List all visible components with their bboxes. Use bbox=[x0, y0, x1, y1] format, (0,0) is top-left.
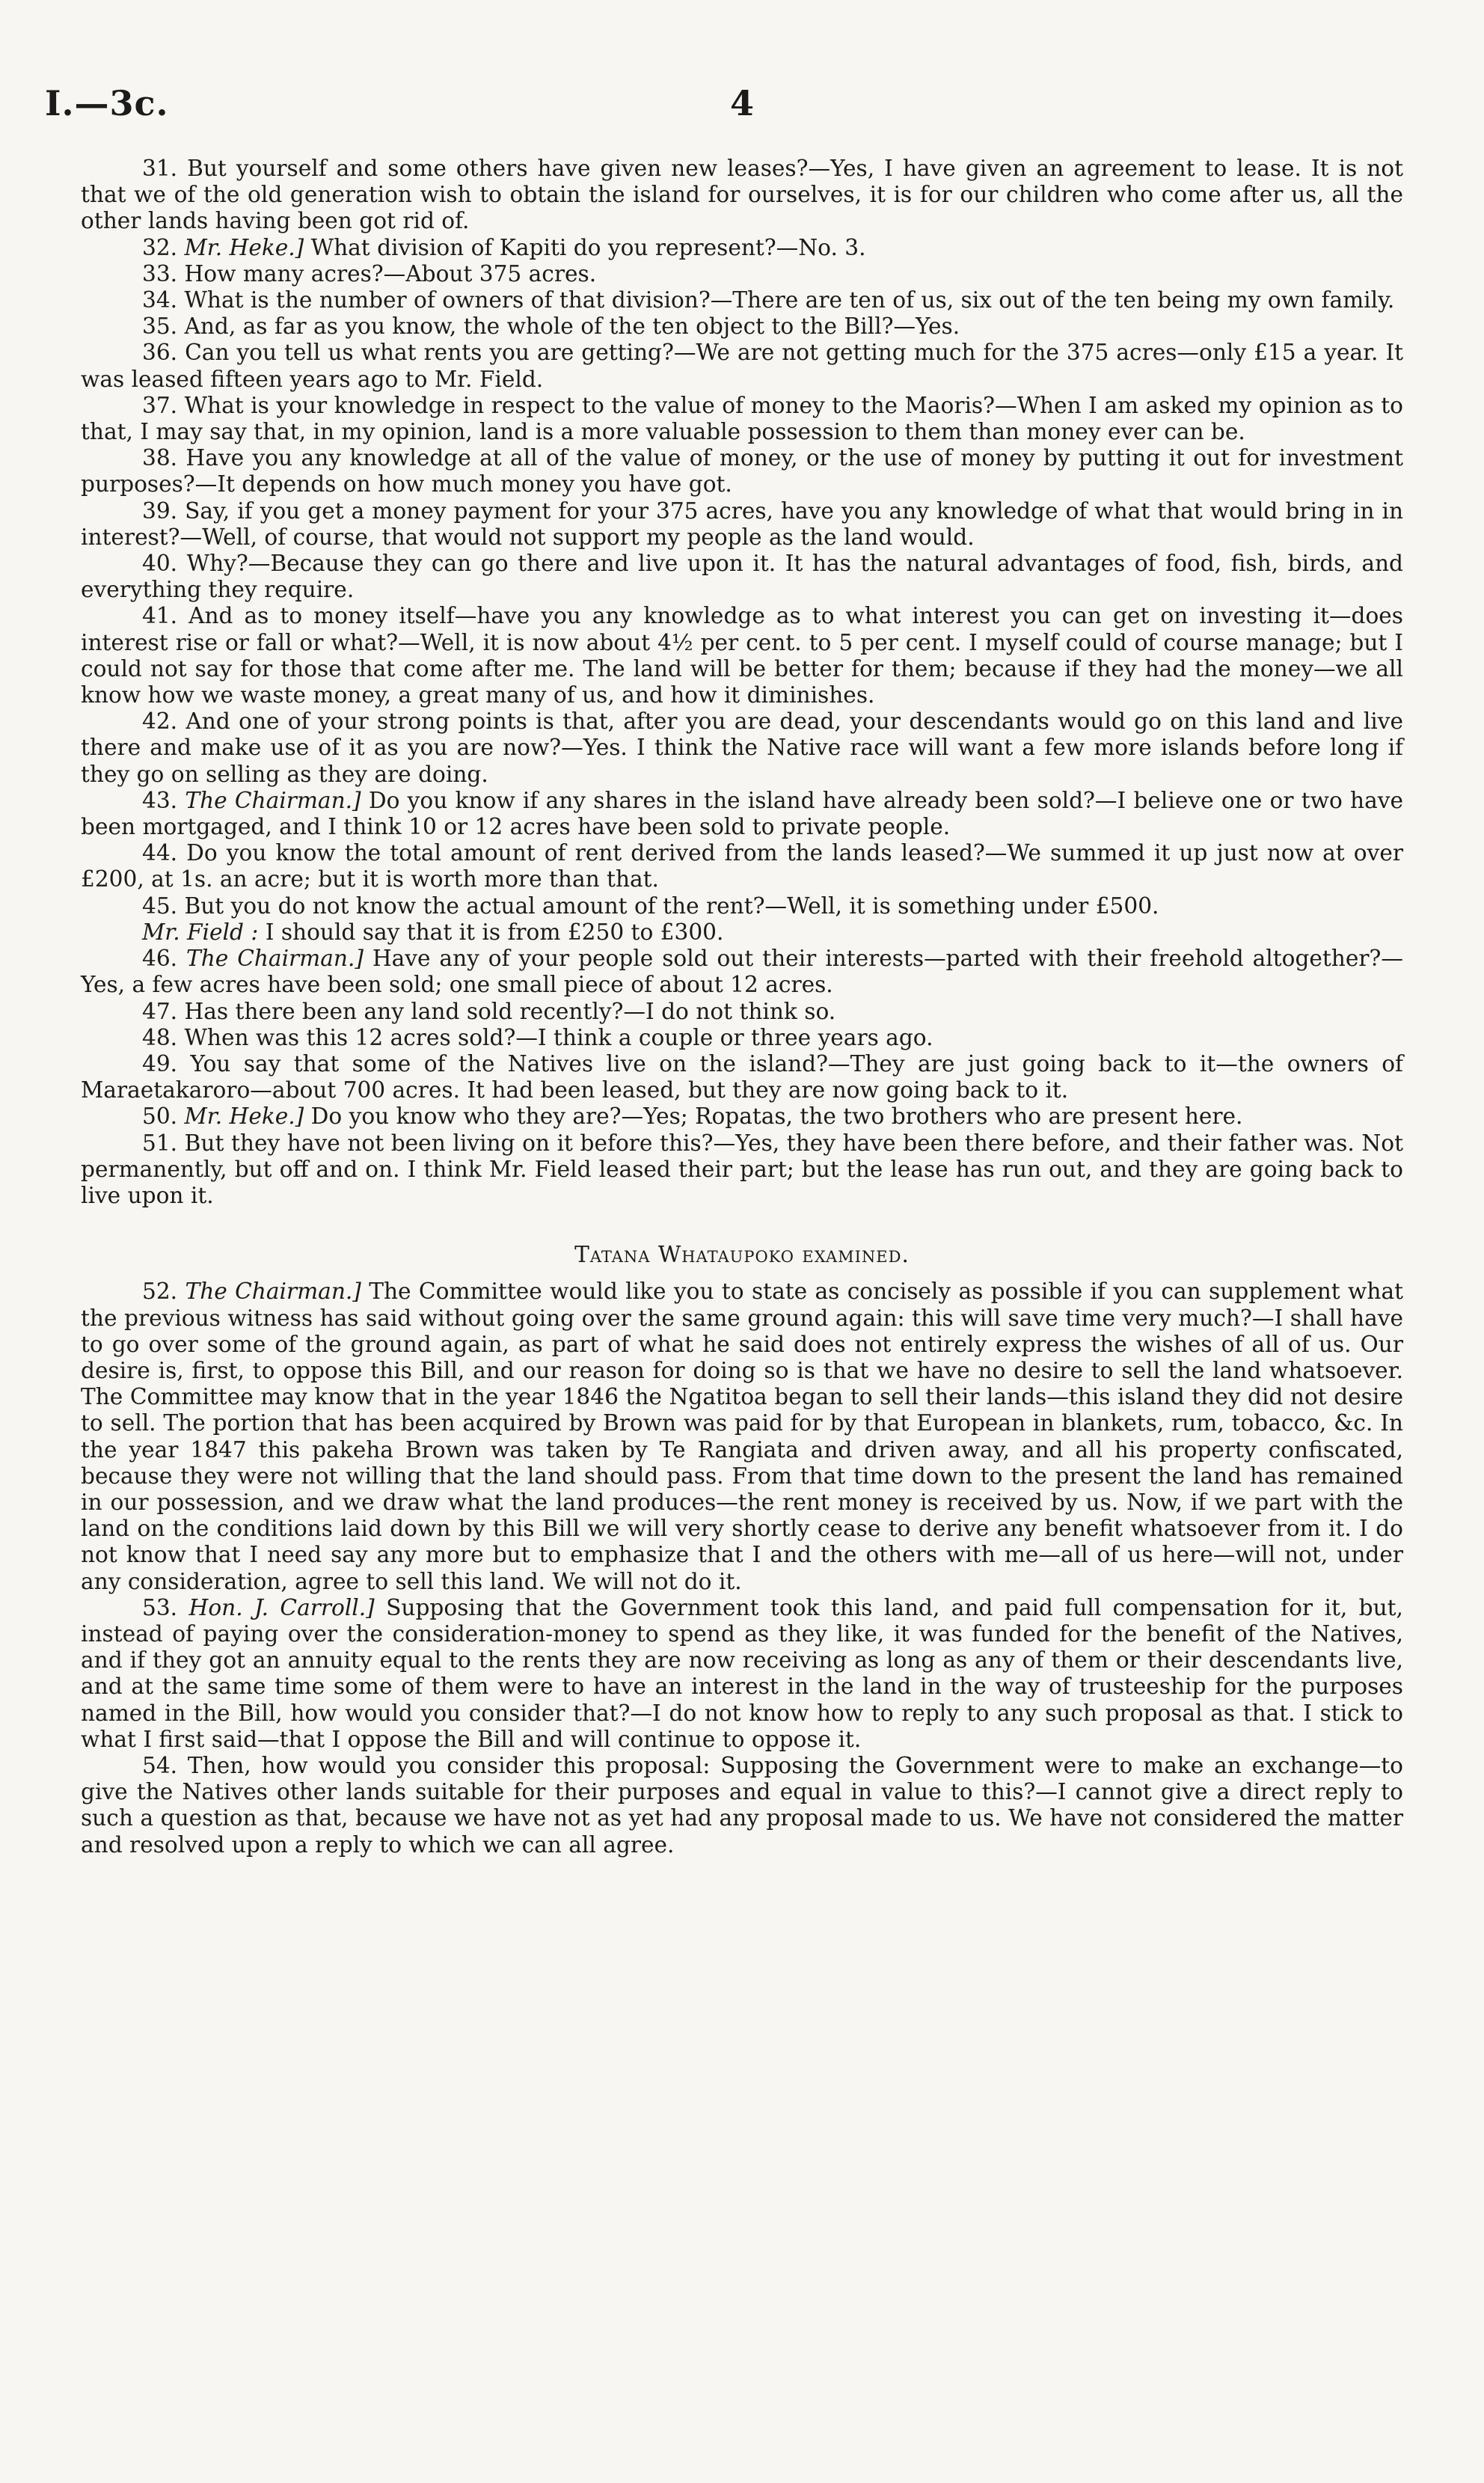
paragraph: 39. Say, if you get a money payment for your 375 acres, have you any knowledge of what that would bring in in interest?—Well, of course, that would not support my people as the land would. bbox=[81, 497, 1403, 550]
paragraph: 43. The Chairman.] Do you know if any shares in the island have already been sold?—I believe one or two have been mortgaged, and I think 10 or 12 acres have been sold to private people. bbox=[81, 787, 1403, 840]
paragraph: 36. Can you tell us what rents you are getting?—We are not getting much for the 375 acres—only £15 a year. It was leased fifteen years ago to Mr. Field. bbox=[81, 340, 1403, 392]
paragraph: 35. And, as far as you know, the whole of the ten object to the Bill?—Yes. bbox=[142, 313, 960, 340]
paragraph: 53. Hon. J. Carroll.] Supposing that the Government took this land, and paid full compensation for it, but, instead of paying over the consideration-money to spend as they like, it was funded for the benefit of the Natives, and if they got an annuity equal to the rents they are now receiving as long as any of them or their descendants live, and at the same time some of them were to have an interest in the land in the way of trusteeship for the purposes named in the Bill, how would you consider that?—I do not know how to reply to any such proposal as that. I stick to what I first said—that I oppose the Bill and will continue to oppose it. bbox=[81, 1594, 1403, 1752]
paragraph: 44. Do you know the total amount of rent derived from the lands leased?—We summed it up just now at over £200, at 1s. an acre; but it is worth more than that. bbox=[81, 840, 1403, 893]
paragraph: 48. When was this 12 acres sold?—I think a couple or three years ago. bbox=[142, 1024, 933, 1050]
paragraph: 45. But you do not know the actual amount of the rent?—Well, it is something under £500. bbox=[142, 893, 1159, 919]
speaker-name: Mr. Field : bbox=[142, 919, 259, 945]
paragraph: 37. What is your knowledge in respect to the value of money to the Maoris?—When I am asked my opinion as to that, I may say that, in my opinion, land is a more valuable possession to them than money ever can be. bbox=[81, 392, 1403, 445]
paragraph: 41. And as to money itself—have you any knowledge as to what interest you can get on investing it—does interest rise or fall or what?—Well, it is now about 4½ per cent. to 5 per cent. I myself could of course manage; but I could not say for those that come after me. The land will be better for them; because if they had the money—we all know how we waste money, a great many of us, and how it diminishes. bbox=[81, 603, 1403, 708]
paragraph: 46. The Chairman.] Have any of your people sold out their interests—parted with their freehold altogether?—Yes, a few acres have been sold; one small piece of about 12 acres. bbox=[81, 946, 1403, 998]
paragraph: 49. You say that some of the Natives live on the island?—They are just going back to it—the owners of Maraetakaroro—about 700 acres. It had been leased, but they are now going back to it. bbox=[81, 1050, 1403, 1103]
paper-reference: I.—3c. bbox=[45, 83, 169, 123]
page-header bbox=[45, 71, 1439, 131]
paragraph: 31. But yourself and some others have given new leases?—Yes, I have given an agreement to lease. It is not that we of the old generation wish to obtain the island for ourselves, it is for our children who come after us, all the other lands having been got rid of. bbox=[81, 156, 1403, 234]
paragraph: Mr. Field : I should say that it is from £250 to £300. bbox=[142, 919, 724, 945]
speaker-name: Mr. Heke.] bbox=[184, 1103, 304, 1130]
paragraph: 50. Mr. Heke.] Do you know who they are?—Yes; Ropatas, the two brothers who are present here. bbox=[142, 1103, 1243, 1130]
page-number: 4 bbox=[729, 83, 754, 123]
section-heading: Tatana Whataupoko examined. bbox=[574, 1242, 910, 1268]
paragraph: 40. Why?—Because they can go there and live upon it. It has the natural advantages of food, fish, birds, and everything they require. bbox=[81, 551, 1403, 603]
paragraph: 32. Mr. Heke.] What division of Kapiti do you represent?—No. 3. bbox=[142, 234, 866, 260]
paragraph: 33. How many acres?—About 375 acres. bbox=[142, 260, 597, 287]
document-body bbox=[81, 156, 1403, 1858]
paragraph: 54. Then, how would you consider this proposal: Supposing the Government were to make an exchange—to give the Natives other lands suitable for their purposes and equal in value to this?—I cannot give a direct reply to such a question as that, because we have not as yet had any proposal made to us. We have not considered the matter and resolved upon a reply to which we can all agree. bbox=[81, 1752, 1403, 1858]
paragraph: 52. The Chairman.] The Committee would like you to state as concisely as possible if you can supplement what the previous witness has said without going over the same ground again: this will save time very much?—I shall have to go over some of the ground again, as part of what he said does not entirely express the wishes of all of us. Our desire is, first, to oppose this Bill, and our reason for doing so is that we have no desire to sell the land whatsoever. The Committee may know that in the year 1846 the Ngatitoa began to sell their lands—this island they did not desire to sell. The portion that has been acquired by Brown was paid for by that European in blankets, rum, tobacco, &c. In the year 1847 this pakeha Brown was taken by Te Rangiata and driven away, and all his property confiscated, because they were not willing that the land should pass. From that time down to the present the land has remained in our possession, and we draw what the land produces—the rent money is received by us. Now, if we part with the land on the conditions laid down by this Bill we will very shortly cease to derive any benefit whatsoever from it. I do not know that I need say any more but to emphasize that I and the others with me—all of us here—will not, under any consideration, agree to sell this land. We will not do it. bbox=[81, 1279, 1403, 1594]
paragraph: 38. Have you any knowledge at all of the value of money, or the use of money by putting it out for investment purposes?—It depends on how much money you have got. bbox=[81, 445, 1403, 497]
paragraph: 34. What is the number of owners of that division?—There are ten of us, six out of the ten being my own family. bbox=[142, 287, 1395, 313]
speaker-name: Hon. J. Carroll.] bbox=[188, 1594, 375, 1620]
paragraph: 51. But they have not been living on it before this?—Yes, they have been there before, and their father was. Not permanently, but off and on. I think Mr. Field leased their part; but the lease has run out, and they are going back to live upon it. bbox=[81, 1130, 1403, 1208]
speaker-name: Mr. Heke.] bbox=[184, 234, 304, 260]
speaker-name: The Chairman.] bbox=[185, 787, 361, 813]
speaker-name: The Chairman.] bbox=[185, 1279, 361, 1305]
paragraph: 47. Has there been any land sold recently?—I do not think so. bbox=[142, 998, 836, 1024]
paragraph: 42. And one of your strong points is that, after you are dead, your descendants would go on this land and live there and make use of it as you are now?—Yes. I think the Native race will want a few more islands before long if they go on selling as they are doing. bbox=[81, 708, 1403, 787]
speaker-name: The Chairman.] bbox=[186, 946, 364, 972]
